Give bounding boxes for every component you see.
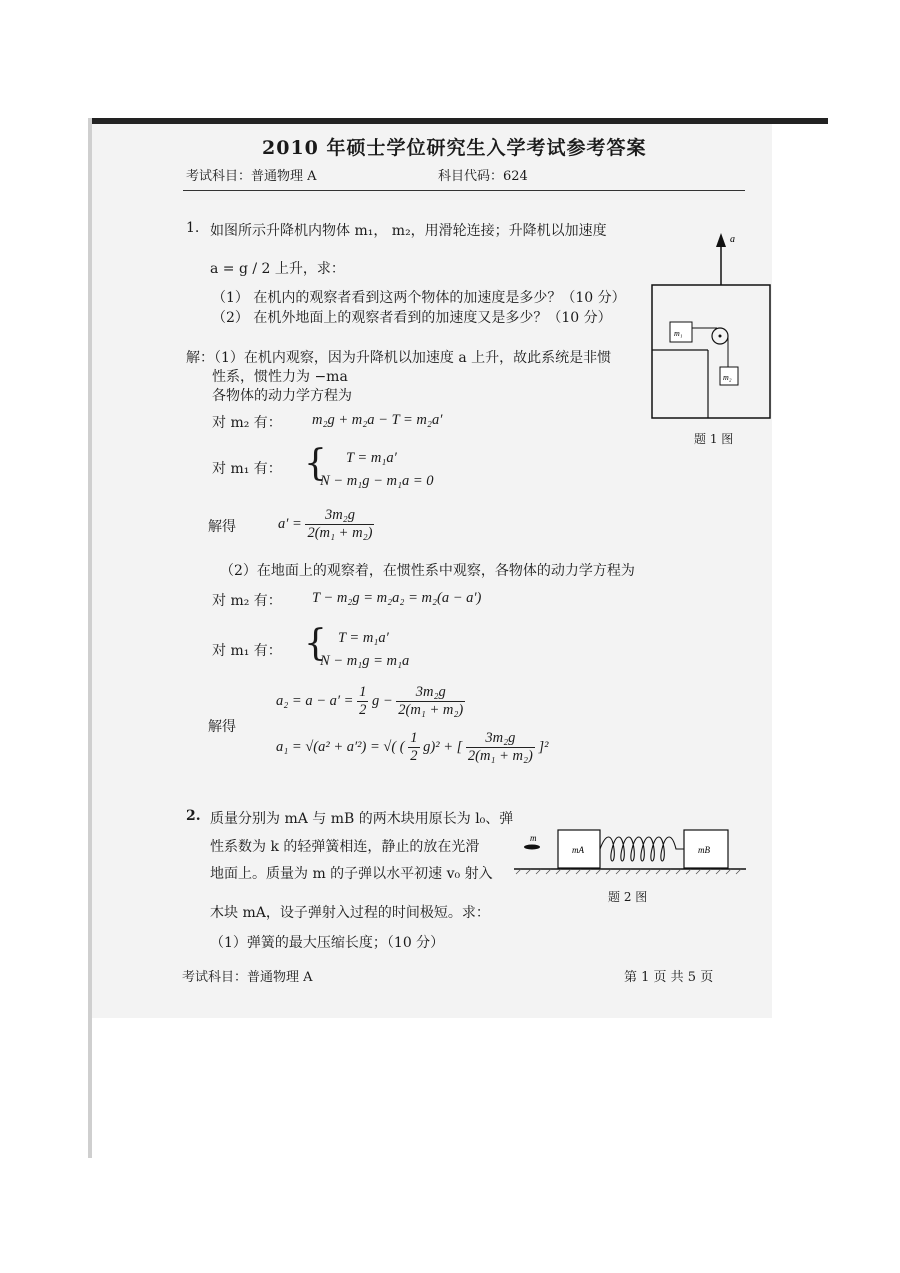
pulley-axle bbox=[719, 335, 722, 338]
a2-fraction bbox=[396, 684, 465, 719]
solve-label-2: 解得 bbox=[208, 719, 236, 735]
header-rule bbox=[183, 190, 745, 191]
equation2-m1-a: T = m₁a′ bbox=[338, 630, 389, 646]
solution-intro-3: 各物体的动力学方程为 bbox=[212, 388, 352, 404]
result-denominator: 2(m₁ + m₂) bbox=[307, 525, 373, 541]
brace-2: { bbox=[304, 623, 327, 664]
a2-den: 2(m₁ + m₂) bbox=[398, 702, 464, 718]
q2-line3: 地面上。质量为 m 的子弹以水平初速 v₀ 射入 bbox=[210, 866, 493, 882]
equation-m1-a: T = m₁a′ bbox=[346, 450, 397, 466]
figure-2-spring-blocks bbox=[512, 825, 748, 877]
a1-den: 2(m₁ + m₂) bbox=[467, 748, 533, 764]
bullet bbox=[524, 845, 540, 850]
q1-line2: a = g / 2 上升，求： bbox=[210, 261, 345, 277]
acceleration-arrowhead bbox=[716, 233, 726, 247]
exam-title: 2010 年硕士学位研究生入学考试参考答案 bbox=[262, 137, 647, 159]
figure-2-caption: 题 2 图 bbox=[608, 890, 648, 904]
a1-lhs: a₁ = √(a² + a′²) = bbox=[276, 738, 380, 755]
bullet-label: m bbox=[530, 833, 537, 843]
for-m1-label: 对 m₁ 有： bbox=[212, 461, 282, 477]
result-a-prime bbox=[278, 507, 374, 542]
result-numerator: 3m₂g bbox=[324, 507, 355, 523]
equation-m2: m₂g + m₂a − T = m₂a′ bbox=[312, 412, 443, 428]
spring bbox=[600, 837, 684, 861]
a2-mid: g − bbox=[371, 692, 393, 709]
block-mb-label: mB bbox=[698, 845, 710, 855]
elevator-box bbox=[652, 285, 770, 418]
block-ma-label: mA bbox=[572, 845, 584, 855]
a1-half-den: 2 bbox=[410, 748, 418, 764]
a2-half-den: 2 bbox=[359, 702, 367, 718]
q1-part1: （1） 在机内的观察者看到这两个物体的加速度是多少？（10 分） bbox=[212, 290, 626, 306]
q2-line2: 性系数为 k 的轻弹簧相连，静止的放在光滑 bbox=[210, 839, 480, 855]
q2-part1: （1）弹簧的最大压缩长度；（10 分） bbox=[210, 935, 445, 951]
for-m1-label-2: 对 m₁ 有： bbox=[212, 643, 282, 659]
a1-rhs-b: g)² + [ bbox=[423, 738, 463, 755]
a1-num: 3m₂g bbox=[485, 730, 516, 746]
equation2-m2: T − m₂g = m₂a₂ = m₂(a − a′) bbox=[312, 590, 482, 606]
q1-number: 1. bbox=[186, 220, 200, 236]
subject-label: 考试科目：普通物理 A bbox=[186, 169, 317, 184]
a1-rhs-c: ]² bbox=[538, 738, 549, 755]
figure-1-caption: 题 1 图 bbox=[694, 432, 734, 446]
q2-number: 2. bbox=[186, 808, 201, 824]
scan-left-edge bbox=[88, 118, 92, 1158]
q2-line4: 木块 mA，设子弹射入过程的时间极短。求： bbox=[210, 905, 490, 921]
solution-intro-1: 解：（1）在机内观察，因为升降机以加速度 a 上升，故此系统是非惯 bbox=[186, 350, 612, 366]
q1-line1: 如图所示升降机内物体 m₁， m₂，用滑轮连接；升降机以加速度 bbox=[210, 223, 607, 239]
acceleration-label: a bbox=[730, 234, 735, 245]
equation2-m1-b: N − m₁g = m₁a bbox=[320, 653, 410, 669]
result-fraction bbox=[305, 507, 374, 542]
a1-rhs-a: √( ( bbox=[383, 738, 405, 755]
a1-fraction bbox=[466, 730, 535, 765]
block-m2-label: m₂ bbox=[723, 373, 732, 382]
equation-m1-b: N − m₁g − m₁a = 0 bbox=[320, 473, 434, 489]
footer-subject: 考试科目：普通物理 A bbox=[182, 970, 313, 985]
subject-code: 科目代码：624 bbox=[438, 169, 528, 184]
q1-part2: （2） 在机外地面上的观察者看到的加速度又是多少？（10 分） bbox=[212, 310, 612, 326]
for-m2-label-2: 对 m₂ 有： bbox=[212, 593, 282, 609]
block-m1-label: m₁ bbox=[674, 329, 683, 338]
result-a2 bbox=[276, 684, 465, 719]
brace-1: { bbox=[304, 443, 327, 484]
figure-1-elevator bbox=[640, 225, 780, 455]
for-m2-label: 对 m₂ 有： bbox=[212, 415, 282, 431]
result-a1 bbox=[276, 730, 548, 765]
a2-half-num: 1 bbox=[359, 684, 367, 700]
scan-top-edge bbox=[88, 118, 828, 124]
footer-page-number: 第 1 页 共 5 页 bbox=[624, 970, 714, 985]
solve-label-1: 解得 bbox=[208, 519, 236, 535]
q2-line1: 质量分别为 mA 与 mB 的两木块用原长为 l₀、弹 bbox=[210, 811, 514, 827]
result-lhs: a′ = bbox=[278, 515, 302, 532]
a2-lhs: a₂ = a − a′ = bbox=[276, 692, 354, 709]
a1-half-num: 1 bbox=[410, 730, 418, 746]
part2-intro: （2）在地面上的观察着，在惯性系中观察，各物体的动力学方程为 bbox=[220, 563, 635, 579]
solution-intro-2: 性系，惯性力为 −ma bbox=[212, 369, 348, 385]
a2-half bbox=[357, 684, 368, 719]
a2-num: 3m₂g bbox=[415, 684, 446, 700]
a1-half bbox=[408, 730, 419, 765]
